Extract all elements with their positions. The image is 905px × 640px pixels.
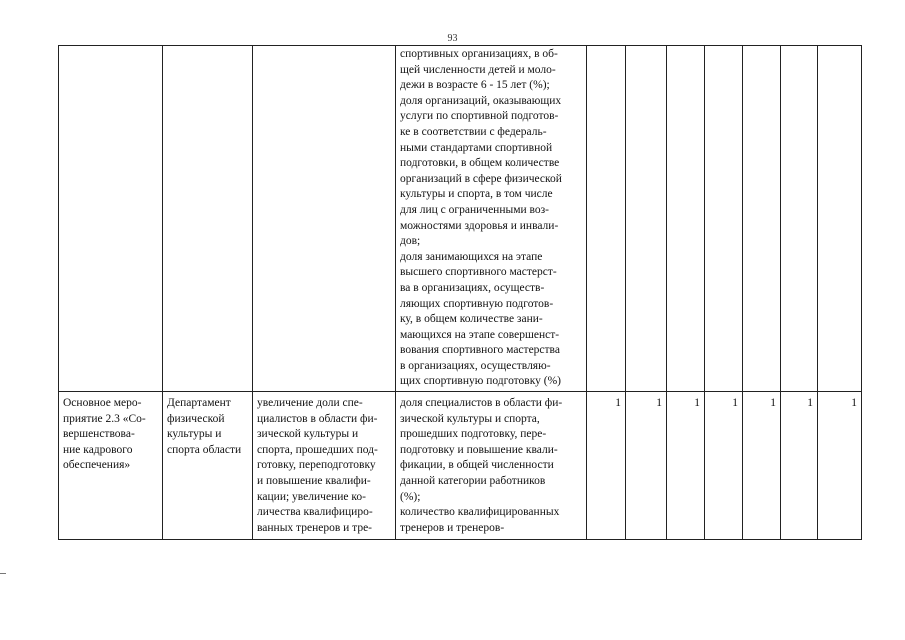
program-table [58, 45, 862, 540]
value-cell [626, 46, 667, 392]
value-cell [818, 46, 862, 392]
value-cell [667, 46, 705, 392]
measure-name-cell: Основное меро- приятие 2.3 «Со- вершенствова- ние кадрового обеспечения» [59, 392, 163, 540]
value-cell: 1 [626, 392, 667, 540]
table-row [59, 392, 862, 540]
page-number: 93 [447, 33, 458, 44]
table-row [59, 46, 862, 392]
value-cell [743, 46, 781, 392]
measure-name-cell [59, 46, 163, 392]
value-cell: 1 [743, 392, 781, 540]
indicator-cell: доля специалистов в области фи- зической культуры и спорта, прошедших подготовку, пере- подготовку и повышение квали- фикации, в общей численности данной категории работников (%); количество квалифицированных тренеров и тренеров- [396, 392, 587, 540]
value-cell: 1 [705, 392, 743, 540]
indicator-cell: спортивных организациях, в об- щей численности детей и моло- дежи в возрасте 6 - 15 лет (%); доля организаций, оказывающих услуги по спортивной подготов- ке в соответствии с федераль- ными стандартами спортивной подготовки, в общем количестве организаций в сфере физической культуры и спорта, в том числе для лиц с ограниченными воз- можностями здоровья и инвали- дов; доля занимающихся на этапе высшего спортивного мастерст- ва в организациях, осуществ- ляющих спортивную подготов- ку, в общем количестве зани- мающихся на этапе совершенст- вования спортивного мастерства в организациях, осуществляю- щих спортивную подготовку (%) [396, 46, 587, 392]
expected-result-cell [253, 46, 396, 392]
value-cell: 1 [587, 392, 626, 540]
value-cell: 1 [781, 392, 818, 540]
value-cell [587, 46, 626, 392]
executor-cell: Департамент физической культуры и спорта области [163, 392, 253, 540]
value-cell: 1 [818, 392, 862, 540]
expected-result-cell: увеличение доли спе- циалистов в области фи- зической культуры и спорта, прошедших под- готовку, переподготовку и повышение квалифи- кации; увеличение ко- личества квалифициро- ванных тренеров и тре- [253, 392, 396, 540]
value-cell: 1 [667, 392, 705, 540]
executor-cell [163, 46, 253, 392]
value-cell [705, 46, 743, 392]
scan-edge-mark [0, 573, 6, 574]
value-cell [781, 46, 818, 392]
